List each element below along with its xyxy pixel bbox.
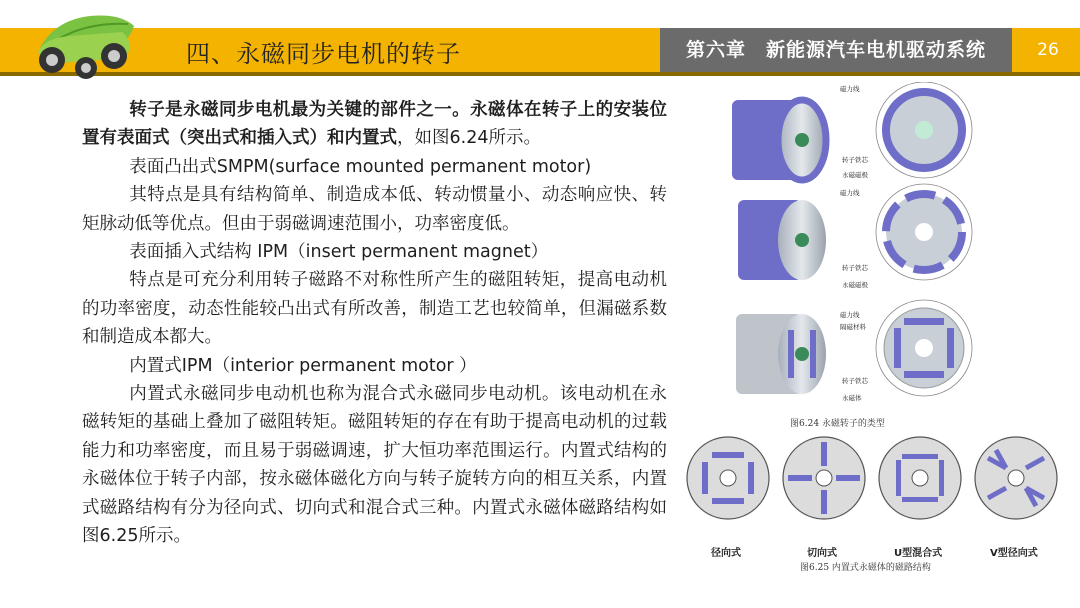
paragraph-intro xyxy=(82,96,667,153)
rotor-section-surface-mounted xyxy=(876,82,972,178)
annotation-rotor-core-3: 转子铁芯 xyxy=(842,377,868,385)
rotor-3d-surface-mounted xyxy=(732,100,826,180)
annotation-flux-line-1: 磁力线 xyxy=(840,85,860,93)
rotor-3d-insert xyxy=(738,200,826,280)
structure-u-hybrid xyxy=(879,437,961,519)
figure-6-25-magnet-structures xyxy=(684,432,1060,524)
annotation-flux-line-3: 磁力线 xyxy=(840,311,860,319)
annotation-rotor-core-1: 转子铁芯 xyxy=(842,156,868,164)
chapter-label: 第六章 新能源汽车电机驱动系统 xyxy=(660,28,1012,72)
structure-v-radial xyxy=(975,437,1057,519)
paragraph-insert-desc: 特点是可充分利用转子磁路不对称性所产生的磁阻转矩，提高电动机的功率密度，动态性能较凸出式有所改善，制造工艺也较简单，但漏磁系数和制造成本都大。 xyxy=(82,270,667,348)
paragraph-interior-heading: 内置式IPM（interior permanent motor ） xyxy=(129,355,477,376)
label-radial: 径向式 xyxy=(711,548,741,559)
green-car-logo-icon xyxy=(30,8,140,80)
annotation-rotor-core-2: 转子铁芯 xyxy=(842,264,868,272)
header-stripe xyxy=(0,72,1080,76)
paragraph-smpm-heading: 表面凸出式SMPM(surface mounted permanent motor) xyxy=(129,156,592,177)
figure-6-24-rotor-types xyxy=(728,82,990,402)
annotation-isolation: 隔磁材料 xyxy=(840,323,866,331)
label-v-radial: V型径向式 xyxy=(990,548,1038,559)
structure-radial xyxy=(687,437,769,519)
paragraph-interior-desc: 内置式永磁同步电动机也称为混合式永磁同步电动机。该电动机在永磁转矩的基础上叠加了磁阻转矩。磁阻转矩的存在有助于提高电动机的过载能力和功率密度，而且易于弱磁调速，扩大恒功率范围运行。内置式结构的永磁体位于转子内部，按永磁体磁化方向与转子旋转方向的相互关系，内置式磁路结构有分为径向式、切向式和混合式三种。内置式永磁体磁路结构如图6.25所示。 xyxy=(82,384,667,547)
intro-bold-text: 转子是永磁同步电机最为关键的部件之一。永磁体在转子上的安装位置有表面式（突出式和插入式）和内置式 xyxy=(82,100,667,149)
rotor-section-insert xyxy=(876,184,972,280)
annotation-magnet-2: 永磁磁极 xyxy=(842,281,868,289)
figure-6-25-caption: 图6.25 内置式永磁体的磁路结构 xyxy=(800,563,931,573)
body-text xyxy=(82,96,667,551)
structure-tangential xyxy=(783,437,865,519)
rotor-3d-interior xyxy=(736,314,826,394)
label-tangential: 切向式 xyxy=(807,548,837,559)
label-u-hybrid: U型混合式 xyxy=(894,548,943,559)
annotation-magnet-1: 永磁磁极 xyxy=(842,171,868,179)
intro-rest-text: ，如图6.24所示。 xyxy=(397,128,541,149)
page-number: 26 xyxy=(1037,40,1059,60)
annotation-magnet-body: 永磁体 xyxy=(842,394,862,402)
rotor-section-interior xyxy=(876,300,972,396)
annotation-flux-line-2: 磁力线 xyxy=(840,189,860,197)
slide-title: 四、永磁同步电机的转子 xyxy=(186,40,461,68)
paragraph-insert-heading: 表面插入式结构 IPM（insert permanent magnet） xyxy=(129,242,549,263)
paragraph-smpm-desc: 其特点是具有结构简单、制造成本低、转动惯量小、动态响应快、转矩脉动低等优点。但由于弱磁调速范围小，功率密度低。 xyxy=(82,185,667,234)
figure-6-24-caption: 图6.24 永磁转子的类型 xyxy=(790,419,885,429)
